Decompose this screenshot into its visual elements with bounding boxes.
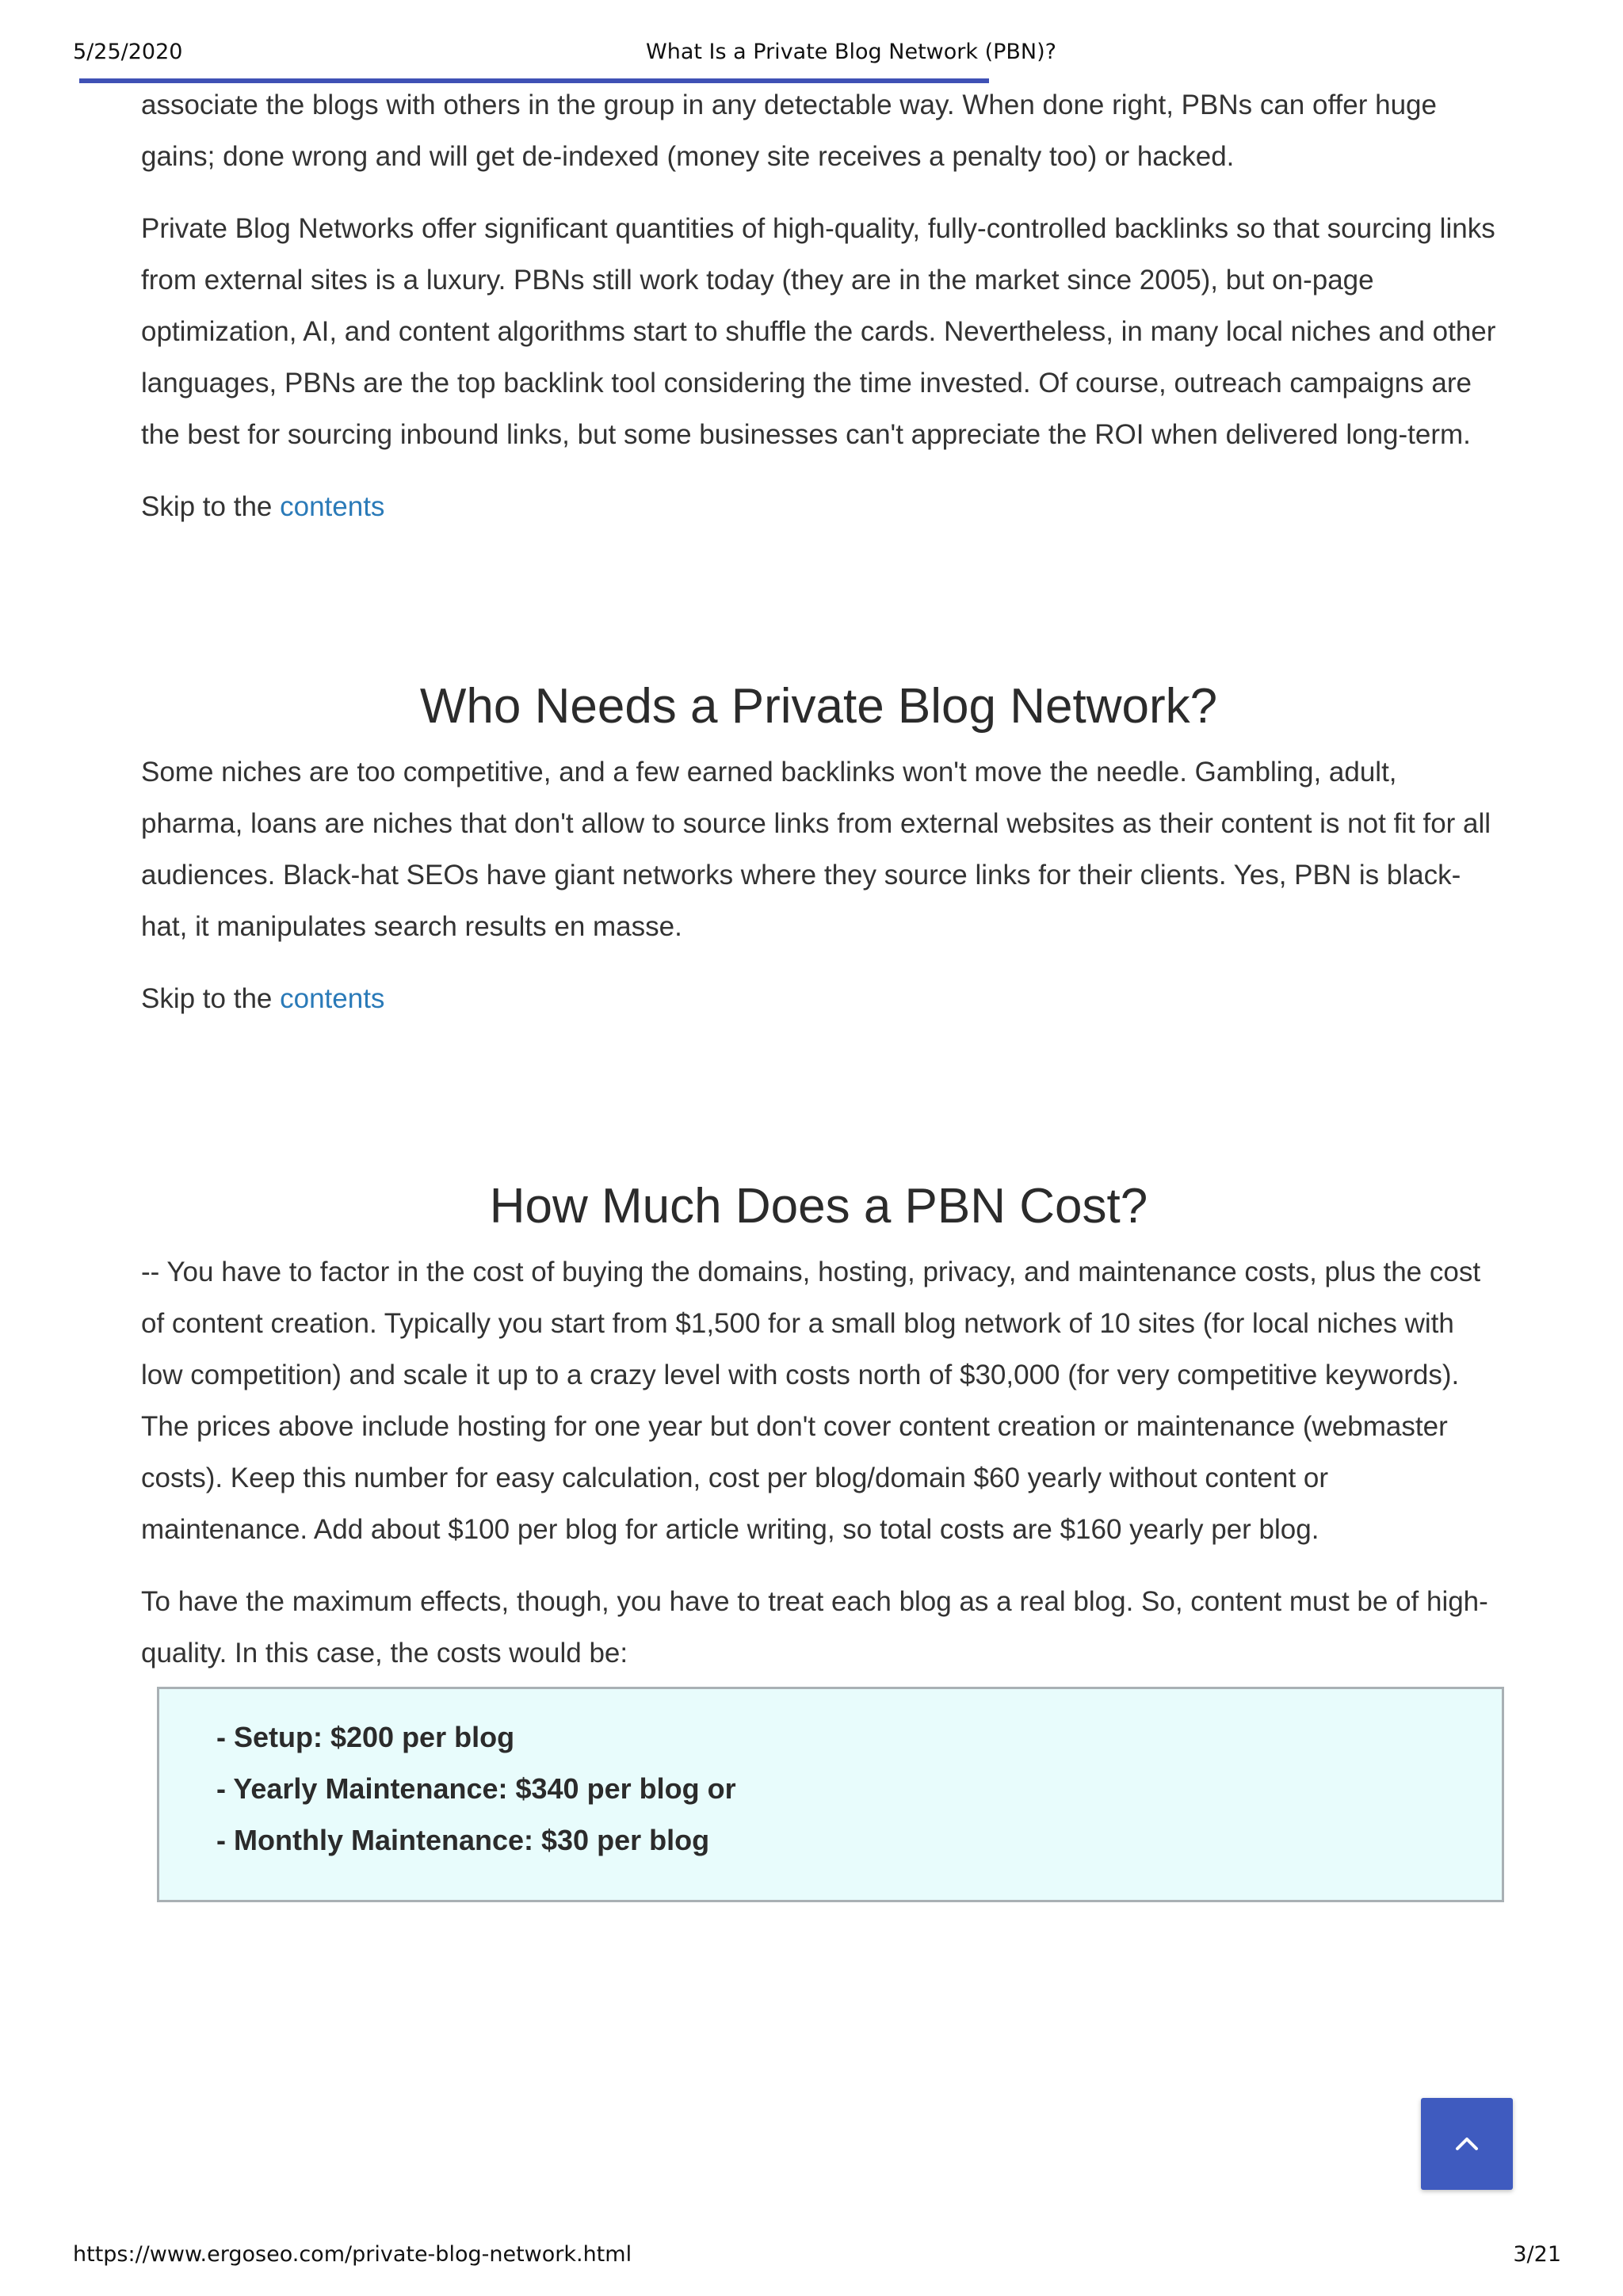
contents-link[interactable]: contents: [280, 491, 385, 522]
back-to-top-button[interactable]: [1421, 2098, 1513, 2190]
article-content: [141, 79, 1496, 1902]
cost-item-setup: - Setup: $200 per blog: [216, 1721, 515, 1753]
cost-paragraph-1: -- You have to factor in the cost of buying the domains, hosting, privacy, and maintenance costs, plus the cost of content creation. Typically you start from $1,500 for a small blog network of 10 sites (for local niches with low competition) and scale it up to a crazy level with costs north of $30,000 (for very competitive keywords). The prices above include hosting for one year but don't cover content creation or maintenance (webmaster costs). Keep this number for easy calculation, cost per blog/domain $60 yearly without content or maintenance. Add about $100 per blog for article writing, so total costs are $160 yearly per blog.: [141, 1257, 1481, 1545]
chevron-up-icon: [1451, 2128, 1483, 2160]
skip-prefix: Skip to the: [141, 983, 281, 1014]
print-page-title: What Is a Private Blog Network (PBN)?: [646, 40, 1056, 64]
intro-paragraph-2: Private Blog Networks offer significant quantities of high-quality, fully-controlled backlinks so that sourcing links from external sites is a luxury. PBNs still work today (they are in the market since 2005), but on-page optimization, AI, and content algorithms start to shuffle the cards. Nevertheless, in many local niches and other languages, PBNs are the top backlink tool considering the time invested. Of course, outreach campaigns are the best for sourcing inbound links, but some businesses can't appreciate the ROI when delivered long-term.: [141, 213, 1496, 450]
print-date: 5/25/2020: [73, 40, 183, 64]
cost-item-yearly: - Yearly Maintenance: $340 per blog or: [216, 1772, 736, 1805]
intro-paragraph-1: associate the blogs with others in the group in any detectable way. When done right, PBNs can offer huge gains; done wrong and will get de-indexed (money site receives a penalty too) or hacked.: [141, 90, 1437, 172]
print-page-number: 3/21: [1513, 2242, 1561, 2267]
who-paragraph: Some niches are too competitive, and a few earned backlinks won't move the needle. Gambling, adult, pharma, loans are niches that don't allow to source links from external websites as their content is not fit for all audiences. Black-hat SEOs have giant networks where they source links for their clients. Yes, PBN is black-hat, it manipulates search results en masse.: [141, 757, 1491, 942]
cost-paragraph-2: To have the maximum effects, though, you have to treat each blog as a real blog. So, content must be of high-quality. In this case, the costs would be:: [141, 1586, 1488, 1669]
section-heading-cost: How Much Does a PBN Cost?: [489, 1179, 1148, 1234]
skip-to-contents: [141, 973, 1496, 1024]
skip-to-contents: [141, 481, 1496, 532]
cost-summary-box: [157, 1687, 1504, 1902]
print-footer: [0, 2242, 1623, 2271]
print-header: [0, 40, 1623, 68]
skip-prefix: Skip to the: [141, 491, 281, 522]
contents-link[interactable]: contents: [280, 983, 385, 1014]
print-url: https://www.ergoseo.com/private-blog-network.html: [73, 2242, 632, 2267]
cost-item-monthly: - Monthly Maintenance: $30 per blog: [216, 1824, 710, 1856]
section-heading-who: Who Needs a Private Blog Network?: [419, 679, 1218, 734]
